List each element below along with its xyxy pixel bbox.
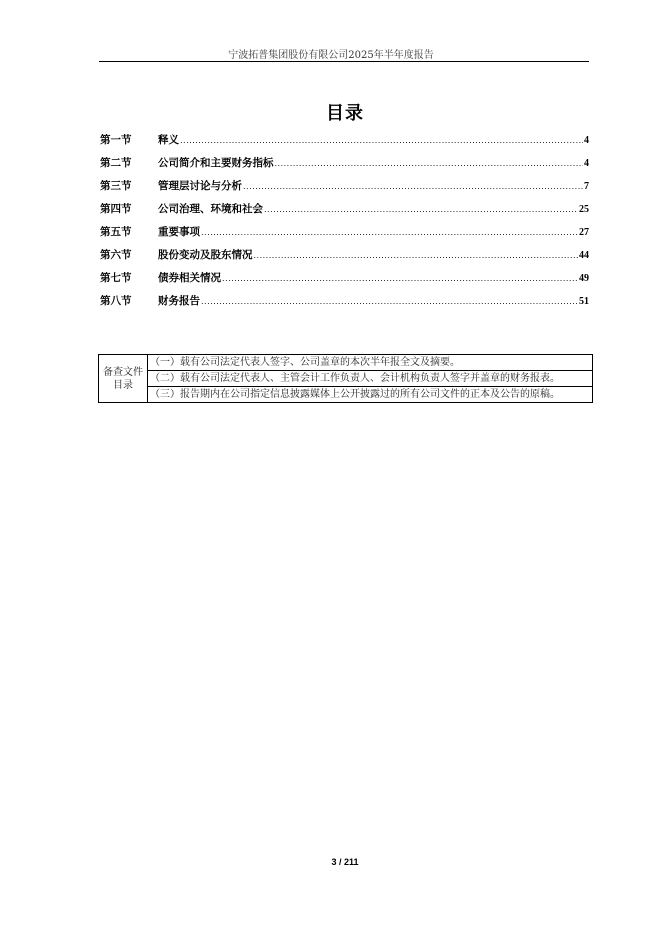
toc-entry[interactable] [100, 132, 589, 155]
toc-leader-dots [201, 297, 578, 306]
toc-entry[interactable] [100, 201, 589, 224]
toc-title: 目录 [326, 103, 364, 124]
toc-entry[interactable] [100, 247, 589, 270]
table-row [99, 371, 593, 387]
toc-leader-dots [243, 182, 583, 191]
reference-doc-item: （三）报告期内在公司指定信息披露媒体上公开披露过的所有公司文件的正本及公告的原稿。 [148, 387, 593, 403]
running-header: 宁波拓普集团股份有限公司2025年半年度报告 [228, 50, 434, 61]
toc-page-number: 49 [579, 273, 589, 284]
toc-page-number: 7 [584, 181, 589, 192]
toc-entry[interactable] [100, 224, 589, 247]
reference-docs-label: 备查文件目录 [99, 355, 148, 403]
toc-page-number: 4 [584, 158, 589, 169]
toc-leader-dots [201, 228, 578, 237]
toc-leader-dots [180, 136, 583, 145]
toc-leader-dots [222, 274, 578, 283]
toc-leader-dots [254, 251, 579, 260]
toc-section-name: 财务报告 [158, 295, 200, 307]
toc-page-number: 51 [579, 296, 589, 307]
toc-entry[interactable] [100, 155, 589, 178]
toc-section-number: 第三节 [100, 180, 132, 192]
toc-section-number: 第一节 [100, 134, 132, 146]
toc-section-name: 管理层讨论与分析 [158, 180, 242, 192]
table-row [99, 387, 593, 403]
toc-section-number: 第四节 [100, 203, 132, 215]
toc-leader-dots [275, 159, 584, 168]
toc-page-number: 25 [579, 204, 589, 215]
toc-entry[interactable] [100, 270, 589, 293]
toc-section-name: 重要事项 [158, 226, 200, 238]
toc-section-number: 第七节 [100, 272, 132, 284]
toc-section-number: 第五节 [100, 226, 132, 238]
toc-section-number: 第二节 [100, 157, 132, 169]
reference-documents-table [98, 354, 593, 403]
toc-page-number: 4 [584, 135, 589, 146]
reference-doc-item: （一）载有公司法定代表人签字、公司盖章的本次半年报全文及摘要。 [148, 355, 593, 371]
toc-section-number: 第六节 [100, 249, 132, 261]
header-divider [99, 61, 589, 62]
toc-section-name: 债券相关情况 [158, 272, 221, 284]
toc-section-name: 公司治理、环境和社会 [158, 203, 263, 215]
toc-section-number: 第八节 [100, 295, 132, 307]
toc-entry[interactable] [100, 178, 589, 201]
table-of-contents [100, 132, 589, 316]
toc-section-name: 释义 [158, 134, 179, 146]
toc-section-name: 公司简介和主要财务指标 [158, 157, 274, 169]
toc-leader-dots [264, 205, 578, 214]
toc-entry[interactable] [100, 293, 589, 316]
page-number: 3 / 211 [331, 857, 359, 867]
reference-doc-item: （二）载有公司法定代表人、主管会计工作负责人、会计机构负责人签字并盖章的财务报表。 [148, 371, 593, 387]
table-row [99, 355, 593, 371]
toc-section-name: 股份变动及股东情况 [158, 249, 253, 261]
toc-page-number: 27 [579, 227, 589, 238]
toc-page-number: 44 [579, 250, 589, 261]
